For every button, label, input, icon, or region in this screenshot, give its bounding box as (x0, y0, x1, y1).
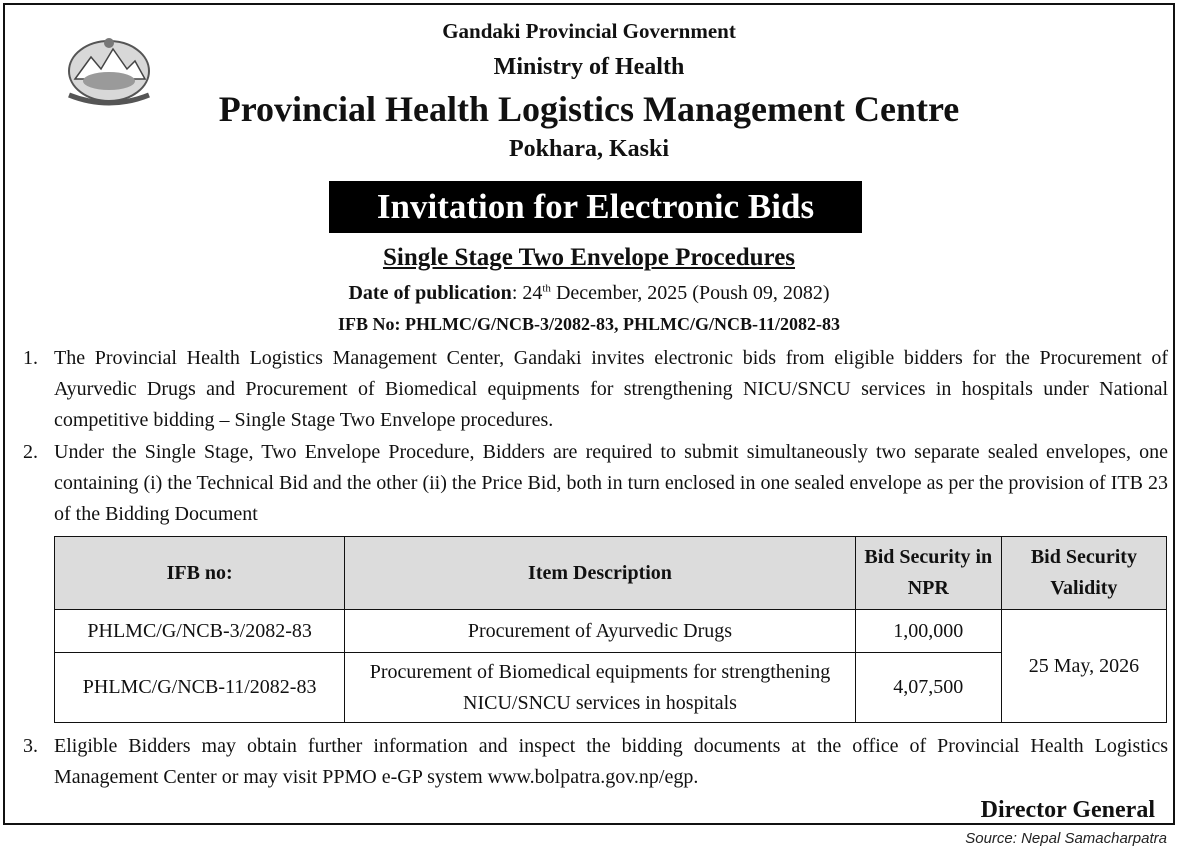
ministry-name: Ministry of Health (493, 54, 685, 80)
government-name: Gandaki Provincial Government (442, 19, 736, 43)
location: Pokhara, Kaski (508, 136, 670, 162)
publication-date: Date of publication: 24th December, 2025 (Poush 09, 2082) (348, 282, 830, 304)
bid-table (54, 536, 1167, 723)
cell-ifb: PHLMC/G/NCB-11/2082-83 (55, 653, 345, 723)
publication-day: 24 (522, 282, 543, 304)
source-credit: Source: Nepal Samacharpatra (965, 830, 1167, 847)
paragraph-text: The Provincial Health Logistics Management Center, Gandaki invites electronic bids from eligible bidders for the Procurement of Ayurvedic Drugs and Procurement of Biomedical equipments for strengthening NICU/SNCU services in hospitals under National competitive bidding – Single Stage Two Envelope procedures. (54, 347, 1168, 431)
paragraph-number: 1. (23, 347, 38, 369)
cell-description: Procurement of Biomedical equipments for strengthening NICU/SNCU services in hospitals (345, 653, 855, 723)
header-security: Bid Security in NPR (855, 537, 1001, 610)
paragraph-2 (23, 437, 1168, 530)
paragraph-number: 3. (23, 735, 38, 757)
signature: Director General (980, 797, 1155, 823)
cell-description: Procurement of Ayurvedic Drugs (345, 610, 855, 653)
publication-rest: December, 2025 (Poush 09, 2082) (550, 282, 830, 304)
header-description: Item Description (345, 537, 855, 610)
publication-label: Date of publication (348, 282, 512, 304)
notice-title: Invitation for Electronic Bids (329, 181, 862, 233)
table-row (55, 610, 1167, 653)
publication-day-suffix: th (542, 282, 551, 295)
ifb-numbers: IFB No: PHLMC/G/NCB-3/2082-83, PHLMC/G/NCB-11/2082-83 (338, 314, 840, 334)
paragraph-3 (23, 731, 1168, 793)
header-ifb: IFB no: (55, 537, 345, 610)
centre-name: Provincial Health Logistics Management Centre (218, 89, 960, 129)
header-validity: Bid Security Validity (1001, 537, 1166, 610)
cell-security: 4,07,500 (855, 653, 1001, 723)
table-header-row (55, 537, 1167, 610)
paragraph-text: Eligible Bidders may obtain further information and inspect the bidding documents at the office of Provincial Health Logistics Management Center or may visit PPMO e-GP system www.bolpatra.gov.np/egp. (54, 735, 1168, 788)
cell-security: 1,00,000 (855, 610, 1001, 653)
paragraph-1 (23, 343, 1168, 436)
paragraph-text: Under the Single Stage, Two Envelope Procedure, Bidders are required to submit simultaneously two separate sealed envelopes, one containing (i) the Technical Bid and the other (ii) the Price Bid, both in turn enclosed in one sealed envelope as per the provision of ITB 23 of the Bidding Document (54, 441, 1168, 525)
paragraph-number: 2. (23, 441, 38, 463)
table-row (55, 653, 1167, 723)
cell-ifb: PHLMC/G/NCB-3/2082-83 (55, 610, 345, 653)
notice-subtitle: Single Stage Two Envelope Procedures (382, 244, 796, 271)
cell-validity: 25 May, 2026 (1001, 610, 1166, 723)
notice-frame (3, 3, 1175, 825)
